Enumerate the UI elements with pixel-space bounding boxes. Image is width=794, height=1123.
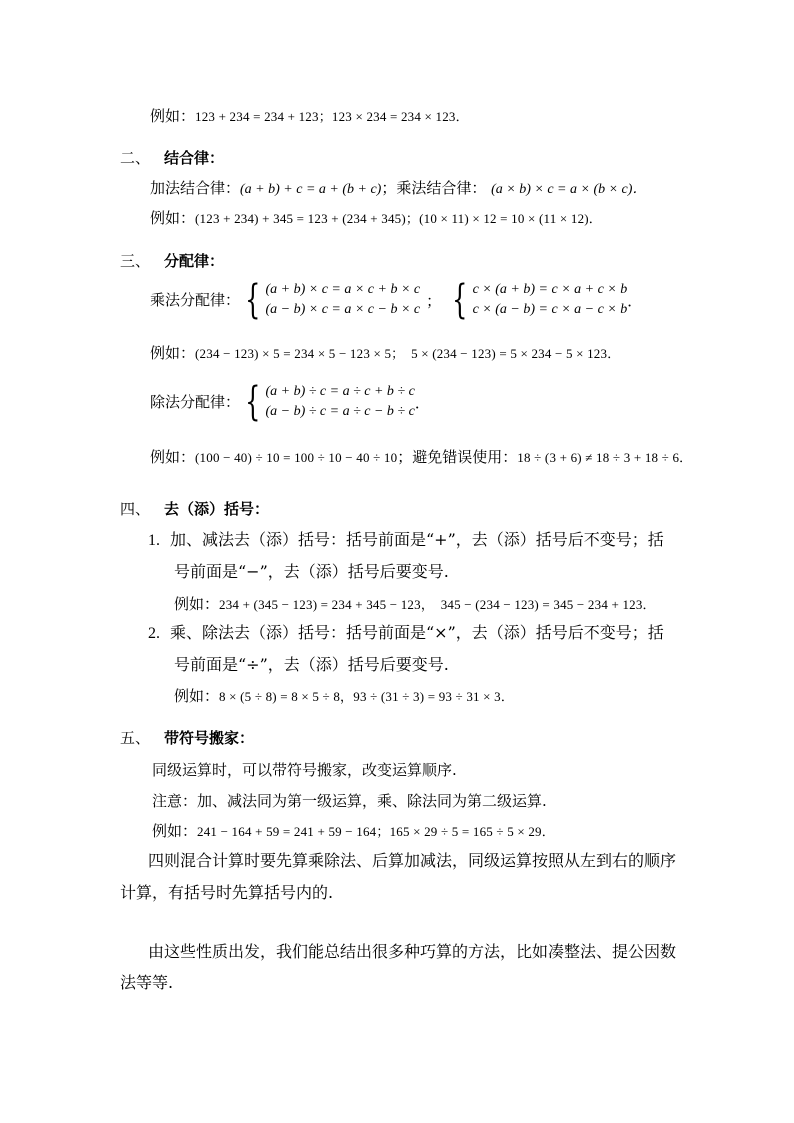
example-commutative [150,106,469,127]
multiplication-distributive-law: 乘法分配律： { (a + b) × c = a × c + b × c (a − b) × c = a × c − b × c ； { c × (a + b) = c × a + c × b c × (a − b) = c × a − c × b ． [150,277,643,323]
math-expression: (234 − 123) × 5 = 234 × 5 − 123 × 5； 5 × (234 − 123) = 5 × 234 − 5 × 123． [195,346,621,361]
associative-law: 加法结合律：(a + b) + c = a + (b + c)；乘法结合律： (a × b) × c = a × (b × c)． [150,179,647,197]
math-expression: 123 + 234 = 234 + 123；123 × 234 = 234 × 123． [195,109,469,124]
example-associative: 例如：(123 + 234) + 345 = 123 + (234 + 345)；(10 × 11) × 12 = 10 × (11 × 12)． [150,209,602,227]
math-expression: (a + b) ÷ c = a ÷ c + b ÷ c [265,384,415,399]
left-brace: { [452,277,468,323]
division-distributive-law: 除法分配律： { (a + b) ÷ c = a ÷ c + b ÷ c (a − b) ÷ c = a ÷ c − b ÷ c ． [150,379,430,425]
math-expression: (100 − 40) ÷ 10 = 100 ÷ 10 − 40 ÷ 10 [195,450,398,465]
example-sign-moving: 例如：241 − 164 + 59 = 241 + 59 − 164；165 × 29 ÷ 5 = 165 ÷ 5 × 29． [152,822,555,840]
math-expression: (a + b) + c = a + (b + c) [240,182,382,197]
math-expression: (a + b) × c = a × c + b × c [265,282,421,297]
math-expression: 234 + (345 − 123) = 234 + 345 − 123， 345 − (234 − 123) = 345 − 234 + 123． [219,597,656,612]
math-expression: c × (a + b) = c × a + c × b [472,282,628,297]
paragraph-order-of-operations-cont: 计算，有括号时先算括号内的. [120,883,334,902]
example-division-distributive: 例如：(100 − 40) ÷ 10 = 100 ÷ 10 − 40 ÷ 10；避免错误使用：18 ÷ (3 + 6) ≠ 18 ÷ 3 + 18 ÷ 6． [150,448,693,466]
example-label: 例如： [150,107,196,125]
example-add-sub-brackets: 例如：234 + (345 − 123) = 234 + 345 − 123， 345 − (234 − 123) = 345 − 234 + 123． [174,595,656,613]
section-heading-distributive: 三、 分配律： [120,252,225,270]
math-expression: (123 + 234) + 345 = 123 + (234 + 345)；(10 × 11) × 12 = 10 × (11 × 12)． [195,211,602,226]
math-expression: 18 ÷ (3 + 6) ≠ 18 ÷ 3 + 18 ÷ 6． [517,450,693,465]
example-multiplication-distributive: 例如：(234 − 123) × 5 = 234 × 5 − 123 × 5； 5 × (234 − 123) = 5 × 234 − 5 × 123． [150,344,621,362]
sign-moving-rule: 同级运算时，可以带符号搬家，改变运算顺序. [152,761,457,779]
math-expression: (a − b) ÷ c = a ÷ c − b ÷ c [265,404,415,419]
paragraph-order-of-operations: 四则混合计算时要先算乘除法、后算加减法，同级运算按照从左到右的顺序 [148,851,677,870]
rule-add-sub-brackets: 1. 加、减法去（添）括号：括号前面是“+”，去（添）括号后不变号；括 [148,530,664,549]
section-heading-associative: 二、 结合律： [120,149,225,167]
math-expression: 241 − 164 + 59 = 241 + 59 − 164；165 × 29 ÷ 5 = 165 ÷ 5 × 29． [197,824,555,839]
paragraph-conclusion: 由这些性质出发，我们能总结出很多种巧算的方法，比如凑整法、提公因数 [148,942,677,961]
left-brace: { [245,379,261,425]
left-brace: { [245,277,261,323]
math-expression: c × (a − b) = c × a − c × b [472,302,628,317]
rule-mul-div-brackets: 2. 乘、除法去（添）括号：括号前面是“×”，去（添）括号后不变号；括 [148,623,664,642]
rule-mul-div-brackets-cont: 号前面是“÷”，去（添）括号后要变号. [174,655,449,674]
math-expression: 8 × (5 ÷ 8) = 8 × 5 ÷ 8，93 ÷ (31 ÷ 3) = 93 ÷ 31 × 3． [219,689,515,704]
section-heading-sign-moving: 五、 带符号搬家： [120,729,255,747]
example-mul-div-brackets: 例如：8 × (5 ÷ 8) = 8 × 5 ÷ 8，93 ÷ (31 ÷ 3) = 93 ÷ 31 × 3． [174,687,515,705]
math-expression: (a × b) × c = a × (b × c)． [491,182,647,197]
section-heading-brackets: 四、 去（添）括号： [120,500,270,518]
math-expression: (a − b) × c = a × c − b × c [265,302,421,317]
paragraph-conclusion-cont: 法等等. [120,973,174,992]
sign-moving-note: 注意：加、减法同为第一级运算，乘、除法同为第二级运算. [152,792,547,810]
rule-add-sub-brackets-cont: 号前面是“−”，去（添）括号后要变号. [174,562,449,581]
